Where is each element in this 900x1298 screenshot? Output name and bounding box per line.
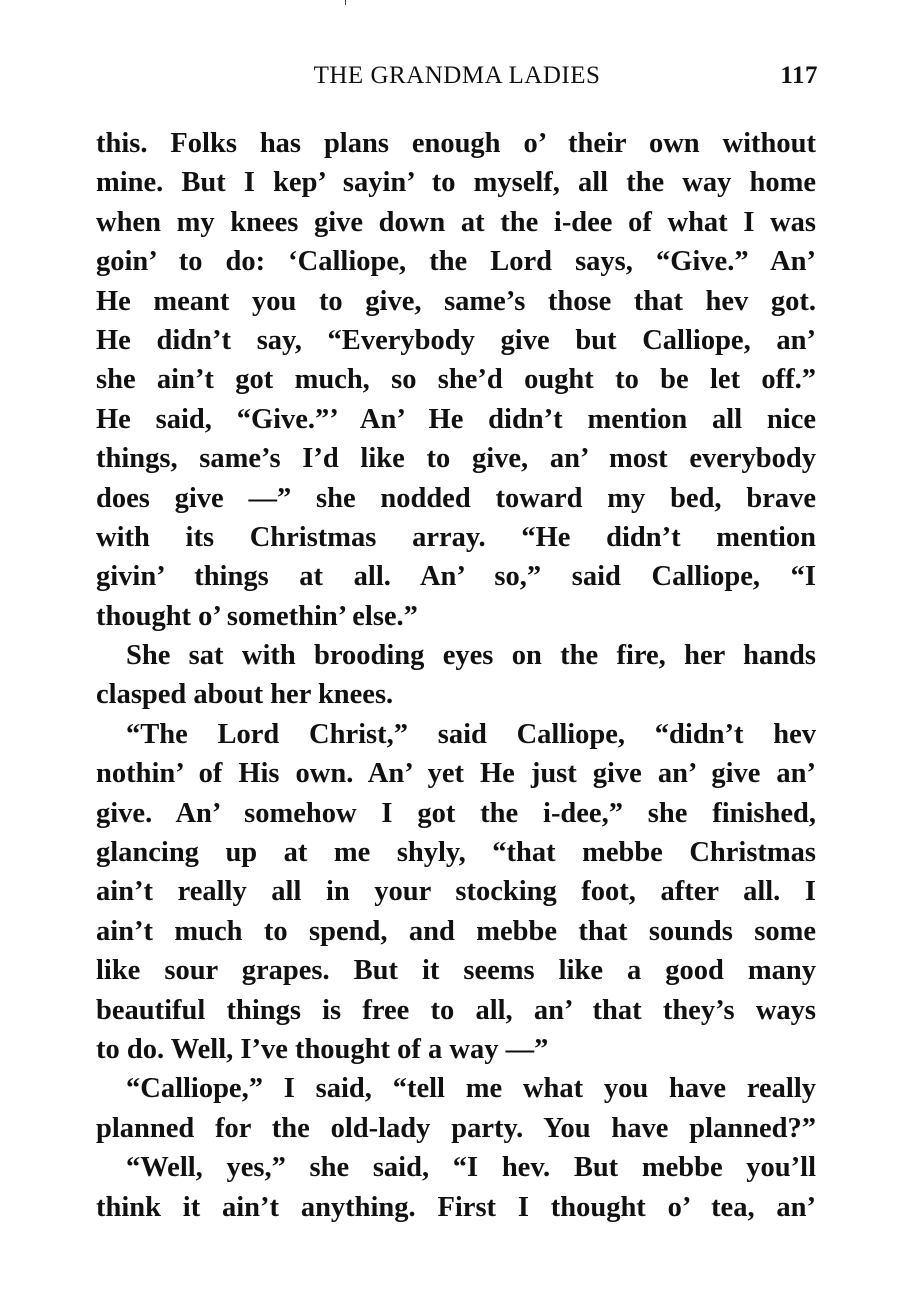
text-line: “The Lord Christ,” said Calliope, “didn’t hev bbox=[126, 718, 816, 750]
text-line: to do. Well, I’ve thought of a way —” bbox=[96, 1033, 549, 1065]
text-line: He meant you to give, same’s those that hev got. bbox=[96, 285, 816, 317]
text-line: “Calliope,” I said, “tell me what you have really bbox=[126, 1073, 816, 1105]
page-number: 117 bbox=[780, 62, 818, 89]
text-line: she ain’t got much, so she’d ought to be let off.” bbox=[96, 364, 816, 396]
text-line: mine. But I kep’ sayin’ to myself, all the way home bbox=[96, 167, 816, 199]
running-head bbox=[96, 62, 818, 96]
text-line: planned for the old-lady party. You have planned?” bbox=[96, 1112, 816, 1144]
text-line: ain’t much to spend, and mebbe that sounds some bbox=[96, 915, 816, 947]
text-line: nothin’ of His own. An’ yet He just give an’ give an’ bbox=[96, 758, 816, 790]
text-line: givin’ things at all. An’ so,” said Calliope, “I bbox=[96, 561, 816, 593]
text-line: goin’ to do: ‘Calliope, the Lord says, “Give.” An’ bbox=[96, 246, 816, 278]
text-line: thought o’ somethin’ else.” bbox=[96, 600, 418, 632]
text-line: beautiful things is free to all, an’ that they’s ways bbox=[96, 994, 816, 1026]
running-title: THE GRANDMA LADIES bbox=[313, 62, 601, 89]
text-line: give. An’ somehow I got the i-dee,” she finished, bbox=[96, 797, 816, 829]
text-line: clasped about her knees. bbox=[96, 679, 394, 711]
text-line: glancing up at me shyly, “that mebbe Christmas bbox=[96, 837, 816, 869]
text-line: like sour grapes. But it seems like a good many bbox=[96, 955, 816, 987]
text-line: think it ain’t anything. First I thought o’ tea, an’ bbox=[96, 1191, 816, 1223]
scan-mark bbox=[345, 0, 346, 5]
text-line: He said, “Give.”’ An’ He didn’t mention all nice bbox=[96, 403, 816, 435]
text-line: He didn’t say, “Everybody give but Calliope, an’ bbox=[96, 324, 816, 356]
text-line: this. Folks has plans enough o’ their own without bbox=[96, 128, 816, 159]
text-line: ain’t really all in your stocking foot, after all. I bbox=[96, 876, 816, 908]
text-line: when my knees give down at the i-dee of what I was bbox=[96, 206, 816, 238]
text-line: She sat with brooding eyes on the fire, her hands bbox=[126, 640, 816, 672]
text-line: things, same’s I’d like to give, an’ most everybody bbox=[96, 443, 816, 475]
text-line: “Well, yes,” she said, “I hev. But mebbe you’ll bbox=[126, 1152, 816, 1184]
text-line: does give —” she nodded toward my bed, brave bbox=[96, 482, 816, 514]
body-text bbox=[96, 124, 816, 1227]
text-line: with its Christmas array. “He didn’t mention bbox=[96, 521, 816, 553]
